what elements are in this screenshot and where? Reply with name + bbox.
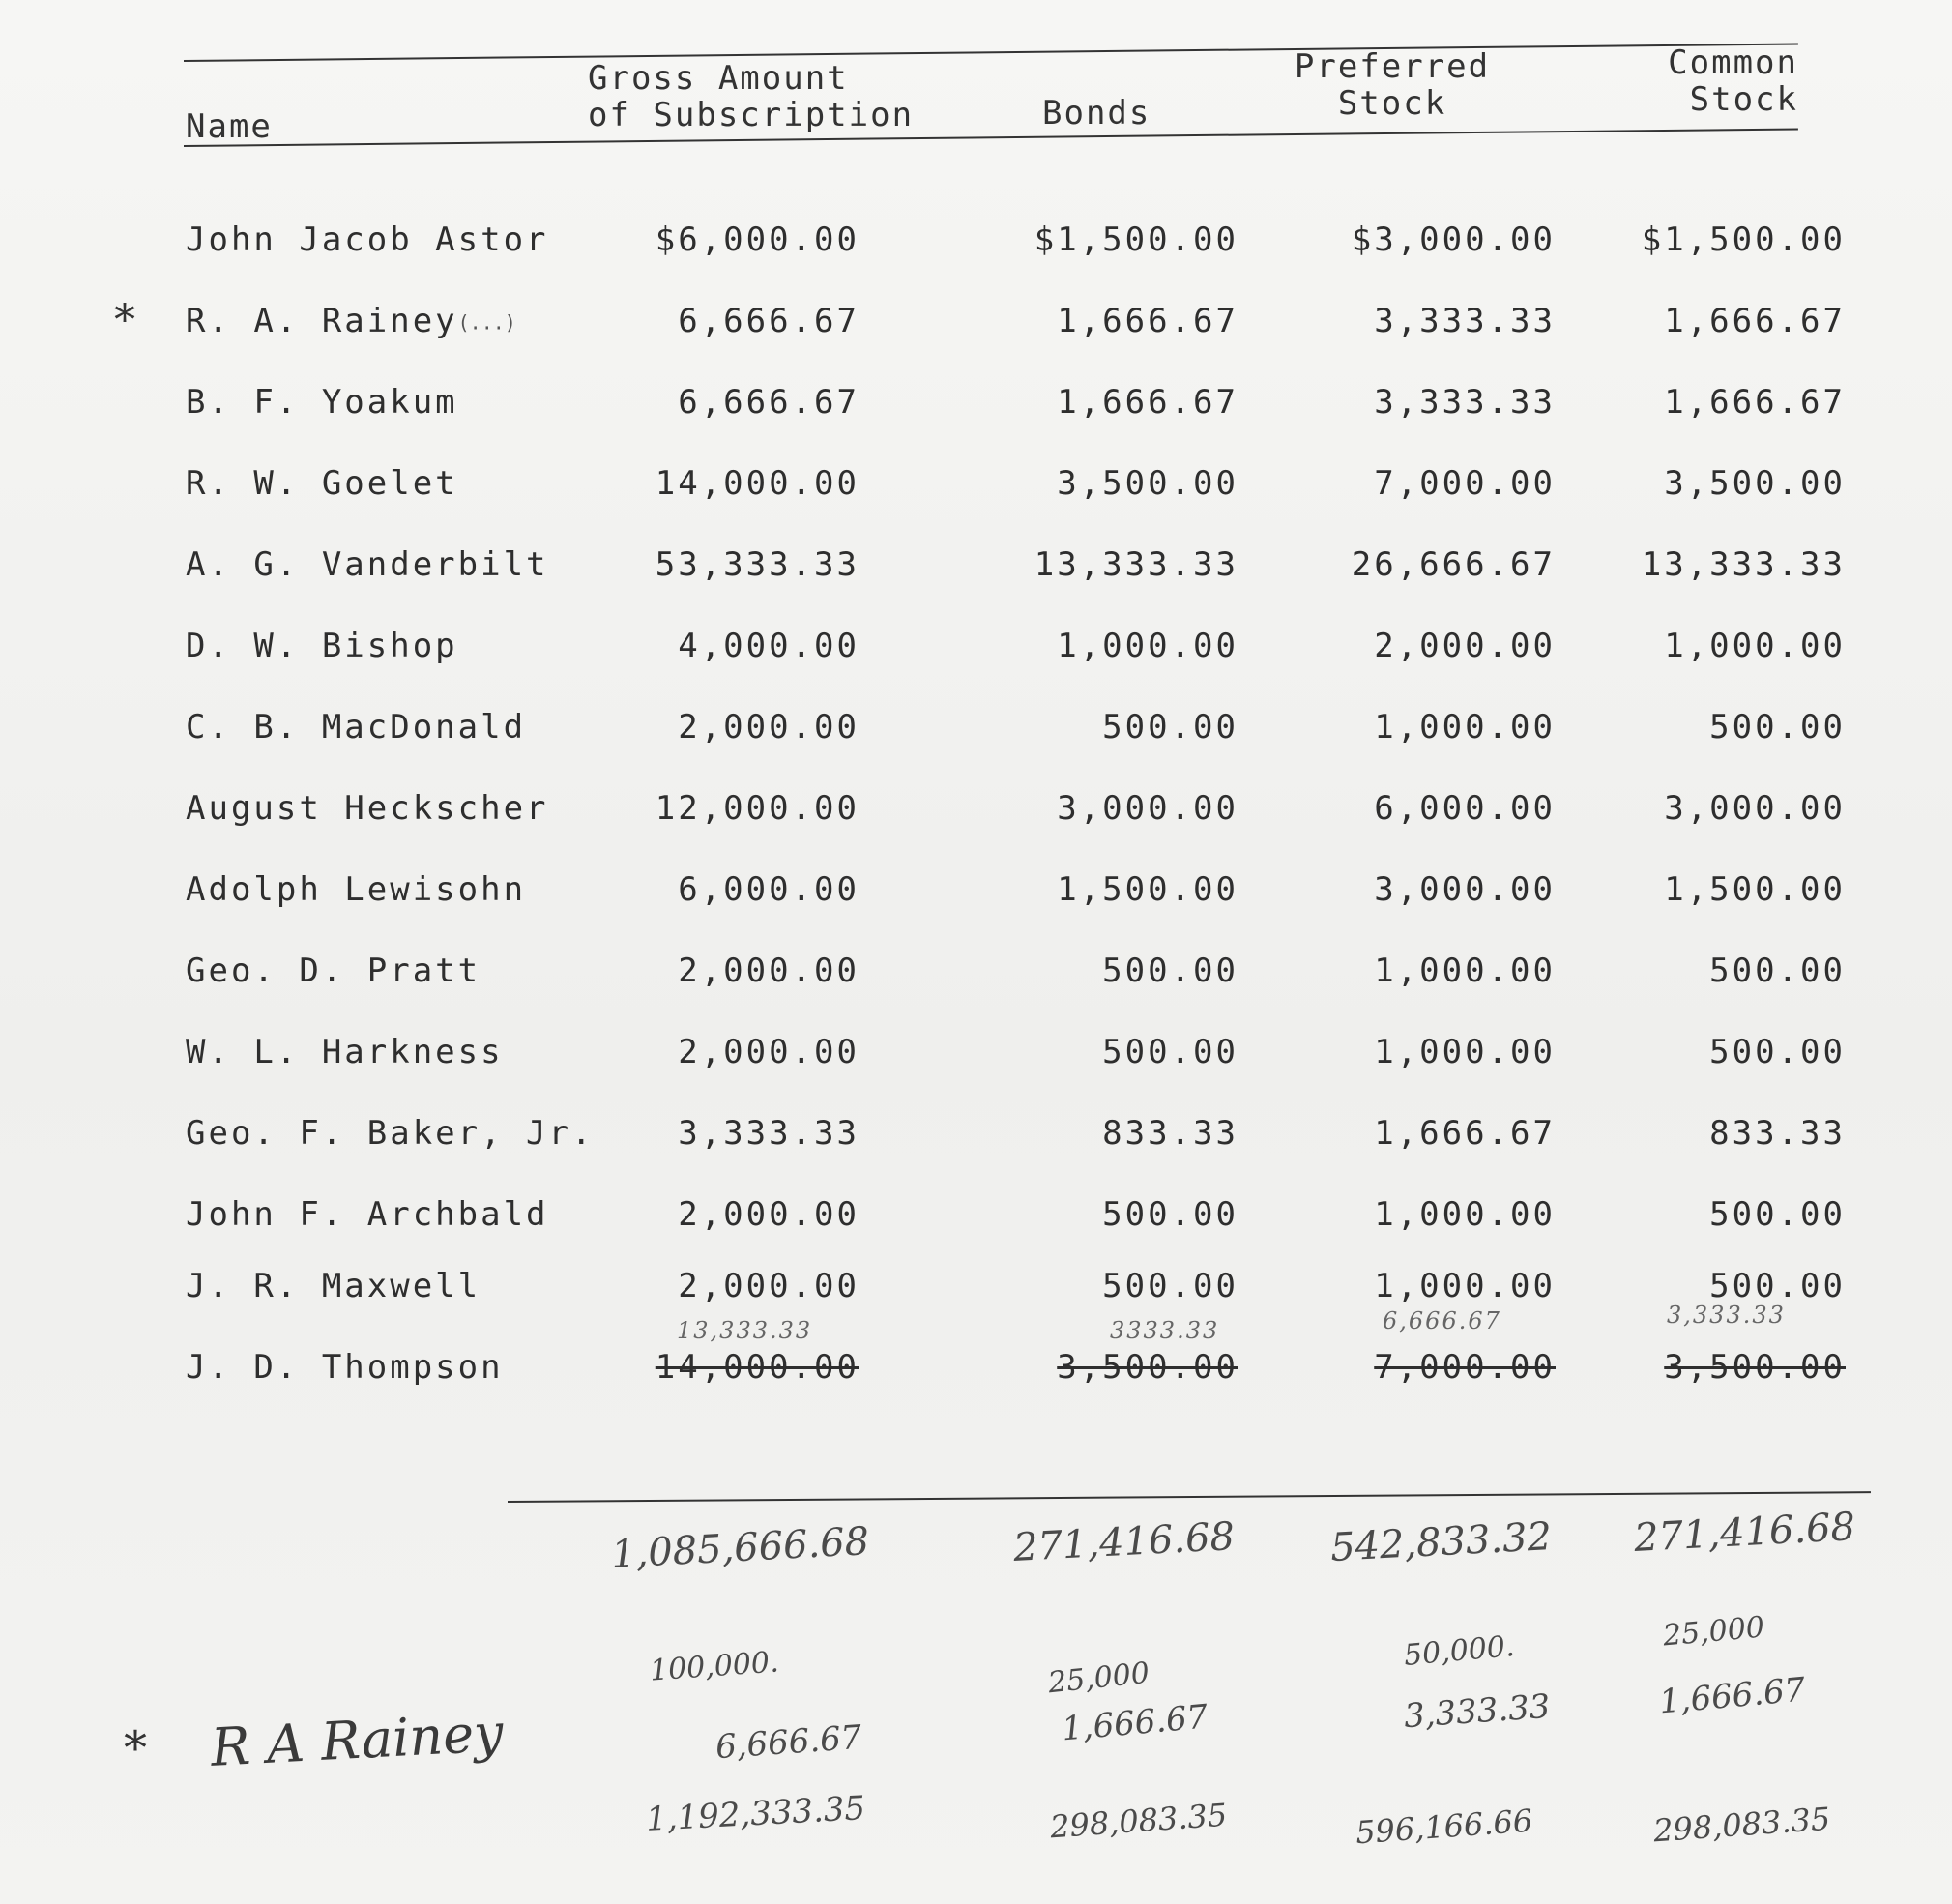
- gross-amount: 53,333.33: [655, 545, 859, 584]
- total-common: 271,416.68: [1632, 1505, 1857, 1561]
- preferred-amount: $3,000.00: [1351, 220, 1556, 259]
- gross-amount: 6,000.00: [678, 870, 859, 909]
- correction-bonds: 3333.33: [1110, 1317, 1220, 1344]
- gross-amount: $6,000.00: [655, 220, 859, 259]
- gross-amount: 2,000.00: [678, 708, 859, 747]
- common-amount: 1,500.00: [1664, 870, 1846, 909]
- header-preferred: [1276, 48, 1508, 122]
- rainey-signature: R A Rainey: [209, 1702, 506, 1778]
- table-row: [0, 292, 1952, 350]
- preferred-amount-struck: 7,000.00: [1374, 1348, 1556, 1387]
- bonds-amount: 1,000.00: [1057, 627, 1238, 665]
- table-row: [0, 942, 1952, 1000]
- table-row: [0, 779, 1952, 837]
- gross-amount: 6,666.67: [678, 302, 859, 340]
- common-amount: 1,666.67: [1664, 383, 1846, 422]
- bonds-amount: 1,666.67: [1057, 302, 1238, 340]
- preferred-amount: 1,666.67: [1374, 1114, 1556, 1153]
- header-gross-line1: Gross Amount: [588, 59, 849, 98]
- addition-gross: 100,000.: [648, 1645, 780, 1688]
- subscriber-name-text: R. A. Rainey: [186, 302, 458, 340]
- bonds-amount: $1,500.00: [1034, 220, 1238, 259]
- subscriber-name: B. F. Yoakum: [186, 383, 458, 422]
- subscriber-name: R. W. Goelet: [186, 464, 458, 503]
- header-common-line2: Stock: [1689, 80, 1798, 119]
- common-amount: $1,500.00: [1641, 220, 1846, 259]
- preferred-amount: 2,000.00: [1374, 627, 1556, 665]
- name-note: (...): [457, 310, 516, 335]
- subscriber-name: Geo. F. Baker, Jr.: [186, 1114, 595, 1153]
- common-amount: 13,333.33: [1641, 545, 1846, 584]
- common-amount: 500.00: [1709, 1033, 1846, 1071]
- gross-amount: 2,000.00: [678, 952, 859, 990]
- preferred-amount: 1,000.00: [1374, 1195, 1556, 1234]
- subscriber-name: John Jacob Astor: [186, 220, 549, 259]
- common-amount: 833.33: [1709, 1114, 1846, 1153]
- common-amount-struck: 3,500.00: [1664, 1348, 1846, 1387]
- gross-amount: 3,333.33: [678, 1114, 859, 1153]
- preferred-amount: 3,000.00: [1374, 870, 1556, 909]
- preferred-amount: 3,333.33: [1374, 302, 1556, 340]
- gross-amount: 6,666.67: [678, 383, 859, 422]
- total-gross: 1,085,666.68: [609, 1519, 871, 1577]
- subscriber-name: W. L. Harkness: [186, 1033, 504, 1071]
- table-row: [0, 454, 1952, 513]
- bonds-amount: 500.00: [1102, 952, 1238, 990]
- subscriber-name: D. W. Bishop: [186, 627, 458, 665]
- bonds-amount: 500.00: [1102, 708, 1238, 747]
- preferred-amount: 1,000.00: [1374, 1267, 1556, 1305]
- header-name: Name: [186, 107, 273, 146]
- subscriber-name: A. G. Vanderbilt: [186, 545, 549, 584]
- bonds-amount-struck: 3,500.00: [1057, 1348, 1238, 1387]
- preferred-amount: 3,333.33: [1374, 383, 1556, 422]
- common-amount: 1,000.00: [1664, 627, 1846, 665]
- addition-bonds: 25,000: [1046, 1655, 1151, 1701]
- bonds-amount: 3,000.00: [1057, 789, 1238, 828]
- totals-rule: [508, 1491, 1871, 1503]
- common-amount: 3,000.00: [1664, 789, 1846, 828]
- subscriber-name: C. B. MacDonald: [186, 708, 527, 747]
- correction-gross: 13,333.33: [677, 1317, 813, 1344]
- subscriber-name: Geo. D. Pratt: [186, 952, 481, 990]
- subscriber-name: J. R. Maxwell: [186, 1267, 481, 1305]
- table-row: [0, 1257, 1952, 1315]
- grand-preferred: 596,166.66: [1354, 1801, 1534, 1852]
- bonds-amount: 500.00: [1102, 1267, 1238, 1305]
- rainey-bonds: 1,666.67: [1060, 1697, 1209, 1749]
- preferred-amount: 26,666.67: [1351, 545, 1556, 584]
- bonds-amount: 1,500.00: [1057, 870, 1238, 909]
- subscriber-name: John F. Archbald: [186, 1195, 549, 1234]
- grand-gross: 1,192,333.35: [645, 1789, 867, 1839]
- table-row: [0, 617, 1952, 675]
- gross-amount: 2,000.00: [678, 1195, 859, 1234]
- gross-amount: 12,000.00: [655, 789, 859, 828]
- table-row: [0, 1186, 1952, 1244]
- header-gross-line2: of Subscription: [588, 96, 915, 134]
- preferred-amount: 7,000.00: [1374, 464, 1556, 503]
- bonds-amount: 500.00: [1102, 1195, 1238, 1234]
- bonds-amount: 13,333.33: [1034, 545, 1238, 584]
- common-amount: 3,500.00: [1664, 464, 1846, 503]
- correction-preferred: 6,666.67: [1383, 1307, 1501, 1334]
- table-row: [0, 1023, 1952, 1081]
- total-preferred: 542,833.32: [1328, 1514, 1554, 1570]
- header-preferred-line1: Preferred: [1294, 47, 1491, 86]
- gross-amount: 4,000.00: [678, 627, 859, 665]
- rainey-preferred: 3,333.33: [1402, 1686, 1552, 1737]
- addition-preferred: 50,000.: [1402, 1629, 1516, 1673]
- preferred-amount: 6,000.00: [1374, 789, 1556, 828]
- table-row: [0, 211, 1952, 269]
- table-row: [0, 373, 1952, 431]
- subscriber-name: August Heckscher: [186, 789, 549, 828]
- preferred-amount: 1,000.00: [1374, 1033, 1556, 1071]
- signature-asterisk: *: [124, 1721, 147, 1775]
- table-row: [0, 698, 1952, 756]
- preferred-amount: 1,000.00: [1374, 708, 1556, 747]
- header-bonds: Bonds: [1042, 94, 1151, 132]
- gross-amount: 2,000.00: [678, 1267, 859, 1305]
- header-gross: [588, 60, 914, 133]
- bonds-amount: 500.00: [1102, 1033, 1238, 1071]
- grand-bonds: 298,083.35: [1048, 1796, 1229, 1846]
- table-row: [0, 536, 1952, 594]
- subscriber-name: J. D. Thompson: [186, 1348, 504, 1387]
- preferred-amount: 1,000.00: [1374, 952, 1556, 990]
- subscriber-name: Adolph Lewisohn: [186, 870, 527, 909]
- header-preferred-line2: Stock: [1337, 84, 1447, 123]
- header-common: [1586, 44, 1798, 118]
- bonds-amount: 1,666.67: [1057, 383, 1238, 422]
- common-amount: 1,666.67: [1664, 302, 1846, 340]
- gross-amount-struck: 14,000.00: [655, 1348, 859, 1387]
- common-amount: 500.00: [1709, 708, 1846, 747]
- gross-amount: 14,000.00: [655, 464, 859, 503]
- rainey-gross: 6,666.67: [714, 1717, 863, 1768]
- total-bonds: 271,416.68: [1011, 1514, 1237, 1570]
- table-row: [0, 861, 1952, 919]
- top-rule: [184, 44, 1798, 62]
- table-row: [0, 1104, 1952, 1162]
- subscriber-name: [186, 292, 516, 352]
- header-rule: [184, 129, 1798, 147]
- common-amount: 500.00: [1709, 1267, 1846, 1305]
- gross-amount: 2,000.00: [678, 1033, 859, 1071]
- rainey-common: 1,666.67: [1657, 1670, 1807, 1722]
- bonds-amount: 3,500.00: [1057, 464, 1238, 503]
- addition-common: 25,000: [1661, 1610, 1766, 1654]
- table-row: [0, 1338, 1952, 1396]
- bonds-amount: 833.33: [1102, 1114, 1238, 1153]
- common-amount: 500.00: [1709, 952, 1846, 990]
- grand-common: 298,083.35: [1651, 1800, 1832, 1850]
- common-amount: 500.00: [1709, 1195, 1846, 1234]
- correction-common: 3,333.33: [1667, 1302, 1786, 1329]
- asterisk-mark: *: [114, 296, 135, 345]
- header-common-line1: Common: [1668, 44, 1798, 82]
